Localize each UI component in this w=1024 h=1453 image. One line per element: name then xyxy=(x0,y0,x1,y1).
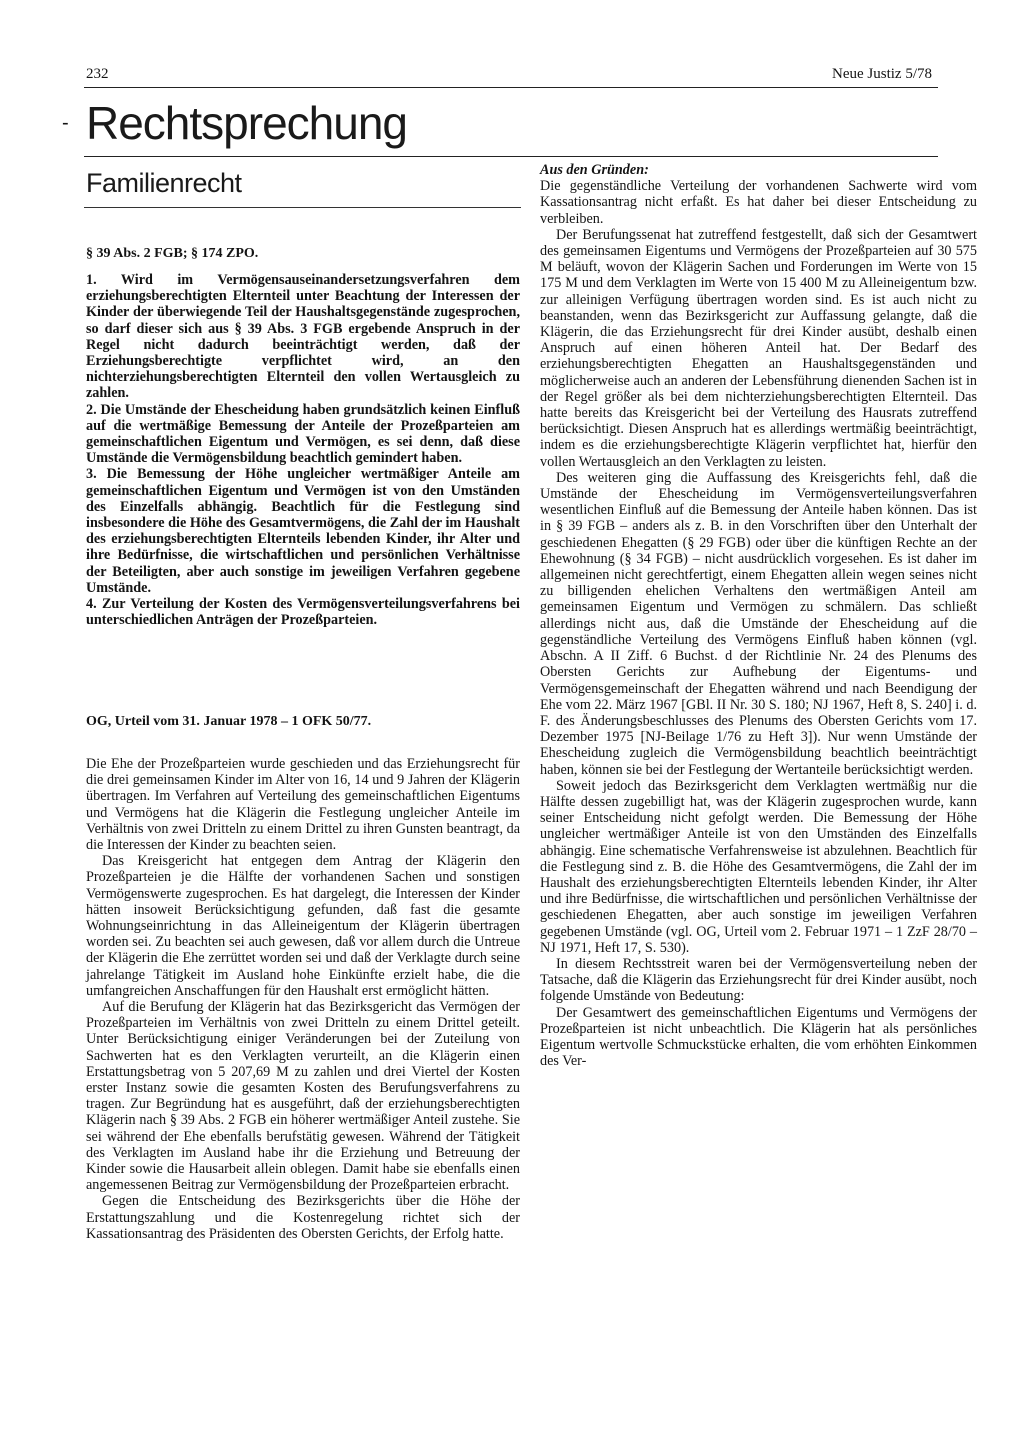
headnote-4: 4. Zur Verteilung der Kosten des Vermögensverteilungsverfahrens bei unterschiedlichen Anträgen der Prozeßparteien. xyxy=(86,596,520,629)
body-paragraph: Des weiteren ging die Auffassung des Kreisgerichts fehl, daß die Umstände der Ehescheidung im Vermögensverteilungsverfahren wesentlichen Einfluß auf die Bemessung der Anteile haben können. Das ist in § 39 FGB – anders als z. B. in den Vorschriften über den Unterhalt der geschiedenen Ehegatten (§ 29 FGB) oder über die künftigen Rechte an der Ehewohnung (§ 34 FGB) – nicht ausdrücklich vorgesehen. Es ist daher im allgemeinen nicht gerechtfertigt, einem Ehegatten allein wegen seines nicht zu billigenden ehelichen Verhaltens den wertmäßigen Anteil am gemeinsamen Eigentum und Vermögen zu schmälern. Das schließt allerdings nicht aus, daß die Umstände der Ehescheidung auf die gegenständliche Verteilung des Vermögens Einfluß haben können (vgl. Abschn. A II Ziff. 6 Buchst. d der Richtlinie Nr. 24 des Plenums des Obersten Gerichts zur Aufhebung der Eigentums- und Vermögensgemeinschaft der Ehegatten während und nach Beendigung der Ehe vom 22. März 1967 [GBl. II Nr. 30 S. 180; NJ 1967, Heft 8, S. 240] i. d. F. des Änderungsbeschlusses des Plenums des Obersten Gerichts vom 17. Dezember 1975 [NJ-Beilage 1/76 zu Heft 3]). Nur wenn Umstände der Ehescheidung zugleich die Vermögensbildung beachtlich beeinträchtigt haben, können sie bei der Festlegung der Wertanteile berücksichtigt werden. xyxy=(540,469,977,778)
body-paragraph: Gegen die Entscheidung des Bezirksgerichts über die Höhe der Erstattungszahlung und die Kostenregelung richtet sich der Kassationsantrag des Präsidenten des Obersten Gerichts, der Erfolg hatte. xyxy=(86,1193,520,1242)
subsection-title: Familienrecht xyxy=(86,168,242,198)
court-reference: OG, Urteil vom 31. Januar 1978 – 1 OFK 50/77. xyxy=(86,714,372,729)
headnote-3: 3. Die Bemessung der Höhe ungleicher wertmäßiger Anteile am gemeinschaftlichen Eigentum und Vermögen ist von den Umständen des Einzelfalls abhängig. Beachtlich für die Festlegung sind insbesondere die Höhe des Gesamtvermögens, die Zahl der im Haushalt des erziehungsberechtigten Elternteils lebenden Kinder, ihr Alter und ihre Bedürfnisse, die wirtschaftlichen und persönlichen Verhältnisse der Beteiligten, aber auch sonstige im jeweiligen Verfahren gegebene Umstände. xyxy=(86,466,520,596)
page-number: 232 xyxy=(86,66,109,82)
body-paragraph: Der Gesamtwert des gemeinschaftlichen Eigentums und Vermögens der Prozeßparteien ist nicht unbeachtlich. Die Klägerin hat als persönliches Eigentum wertvolle Schmuckstücke erhalten, die vom erhöhten Einkommen des Ver- xyxy=(540,1004,977,1070)
subsection-rule xyxy=(84,207,521,208)
body-paragraph: Die gegenständliche Verteilung der vorhandenen Sachwerte wird vom Kassationsantrag nicht erfaßt. Es hat daher bei dieser Entscheidung zu verbleiben. xyxy=(540,178,977,227)
header-rule xyxy=(84,87,938,88)
grounds-heading: Aus den Gründen: xyxy=(540,162,649,178)
body-left-column xyxy=(86,756,520,1242)
citation: § 39 Abs. 2 FGB; § 174 ZPO. xyxy=(86,246,259,261)
headnote-2: 2. Die Umstände der Ehescheidung haben grundsätzlich keinen Einfluß auf die wertmäßige Bemessung der Anteile der Prozeßparteien am gemeinschaftlichen Eigentum und Vermögen, es sei denn, daß diese Umstände die Vermögensbildung beachtlich gemindert haben. xyxy=(86,401,520,467)
body-paragraph: Der Berufungssenat hat zutreffend festgestellt, daß sich der Gesamtwert des gemeinsamen Eigentums und Vermögens der Prozeßparteien auf 30 575 M beläuft, wovon der Klägerin Sachen und Forderungen im Werte von 15 175 M und dem Verklagten im Werte von 15 400 M zu Alleineigentum bzw. zur alleinigen Verfügung übertragen worden sind. Es ist auch nicht zu beanstanden, wenn das Bezirksgericht zur Auffassung gelangte, daß die Klägerin, die das Erziehungsrecht für drei Kinder ausübt, deshalb einen Anspruch auf einen höheren Anteil hat. Der Bedarf des erziehungsberechtigten Ehegatten an Haushaltsgegenständen und möglicherweise auch an anderen der Lebensführung dienenden Sachen ist in der Regel größer als bei dem nichterziehungsberechtigten Elternteil. Das hatte bereits das Kreisgericht bei der Verteilung des Hausrats zutreffend berücksichtigt. Diesen Anspruch hat es allerdings wertmäßig beeinträchtigt, indem es die erziehungsberechtigte Klägerin verpflichtet hat, hierfür den vollen Wertausgleich an den Verklagten zu leisten. xyxy=(540,226,977,470)
section-title: Rechtsprechung xyxy=(86,97,407,149)
headnotes xyxy=(86,272,520,628)
title-rule xyxy=(84,156,938,157)
body-paragraph: Auf die Berufung der Klägerin hat das Bezirksgericht das Vermögen der Prozeßparteien im Verhältnis von zwei Dritteln zu einem Drittel geteilt. Unter Berücksichtigung einiger Veränderungen bei der Zuteilung von Sachwerten hat es den Verklagten verurteilt, an die Klägerin einen Erstattungsbetrag von 5 207,69 M zu zahlen und drei Viertel der Kosten erster Instanz sowie die gesamten Kosten des Berufungsverfahrens zu tragen. Zur Begründung hat es ausgeführt, daß der erziehungsberechtigten Klägerin nach § 39 Abs. 2 FGB ein höherer wertmäßiger Anteil zustehe. Sie sei während der Ehe ebenfalls berufstätig gewesen. Während der Tätigkeit des Verklagten im Ausland habe ihr die Erziehung und Betreuung der Kinder sowie die Hausarbeit allein oblegen. Damit habe sie ebenfalls einen angemessenen Beitrag zur Vermögensbildung der Prozeßparteien erbracht. xyxy=(86,999,520,1194)
body-paragraph: Die Ehe der Prozeßparteien wurde geschieden und das Erziehungsrecht für die drei gemeinsamen Kinder im Alter von 16, 14 und 9 Jahren der Klägerin übertragen. Im Verfahren auf Verteilung des gemeinschaftlichen Eigentums und Vermögens hat die Klägerin die Festlegung ungleicher Anteile im Verhältnis von zwei Dritteln zu einem Drittel zu ihren Gunsten beantragt, da die Interessen der Kinder zu beachten seien. xyxy=(86,756,520,854)
body-paragraph: In diesem Rechtsstreit waren bei der Vermögensverteilung neben der Tatsache, daß die Klägerin das Erziehungsrecht für drei Kinder ausübt, noch folgende Umstände von Bedeutung: xyxy=(540,955,977,1005)
margin-dash: - xyxy=(62,112,69,134)
body-right-column xyxy=(540,162,977,1069)
body-paragraph: Soweit jedoch das Bezirksgericht dem Verklagten wertmäßig nur die Hälfte dessen zugebilligt hat, was der Klägerin zugesprochen wurde, kann seiner Entscheidung nicht gefolgt werden. Die Bemessung der Höhe ungleicher wertmäßiger Anteile ist von den Umständen des Einzelfalls abhängig. Eine schematische Verfahrensweise ist abzulehnen. Beachtlich für die Festlegung sind z. B. die Höhe des Gesamtvermögens, die Zahl der im Haushalt des erziehungsberechtigten Elternteils lebenden Kinder, ihr Alter und ihre Bedürfnisse, die wirtschaftlichen und persönlichen Verhältnisse der geschiedenen Ehegatten, aber auch sonstige im jeweiligen Verfahren gegebenen Umstände (vgl. OG, Urteil vom 2. Februar 1971 – 1 ZzF 28/70 – NJ 1971, Heft 17, S. 530). xyxy=(540,777,977,956)
journal-label: Neue Justiz 5/78 xyxy=(832,66,932,82)
body-paragraph: Das Kreisgericht hat entgegen dem Antrag der Klägerin den Prozeßparteien je die Hälfte der vorhandenen Sachen und sonstigen Vermögenswerte zugesprochen. Es hat dargelegt, die Interessen der Kinder hätten insoweit Berücksichtigung gefunden, daß fast die gesamte Wohnungseinrichtung in das Alleineigentum der Klägerin übertragen worden sei. Zu beachten sei auch gewesen, daß vor allem durch die Untreue der Klägerin die Ehe zerrüttet worden sei und daß der Verklagte durch seine jahrelange Tätigkeit im Ausland hohe Einkünfte erzielt habe, die die umfangreichen Anschaffungen für den Haushalt erst ermöglicht hätten. xyxy=(86,853,520,999)
headnote-1: 1. Wird im Vermögensauseinandersetzungsverfahren dem erziehungsberechtigten Elternteil unter Beachtung der Interessen der Kinder der überwiegende Teil der Haushaltsgegenstände zugesprochen, so darf dieser sich aus § 39 Abs. 3 FGB ergebende Anspruch in der Regel nicht dadurch beeinträchtigt werden, daß der Erziehungsberechtigte verpflichtet wird, an den nichterziehungsberechtigten Elternteil den vollen Wertausgleich zu zahlen. xyxy=(86,272,520,402)
